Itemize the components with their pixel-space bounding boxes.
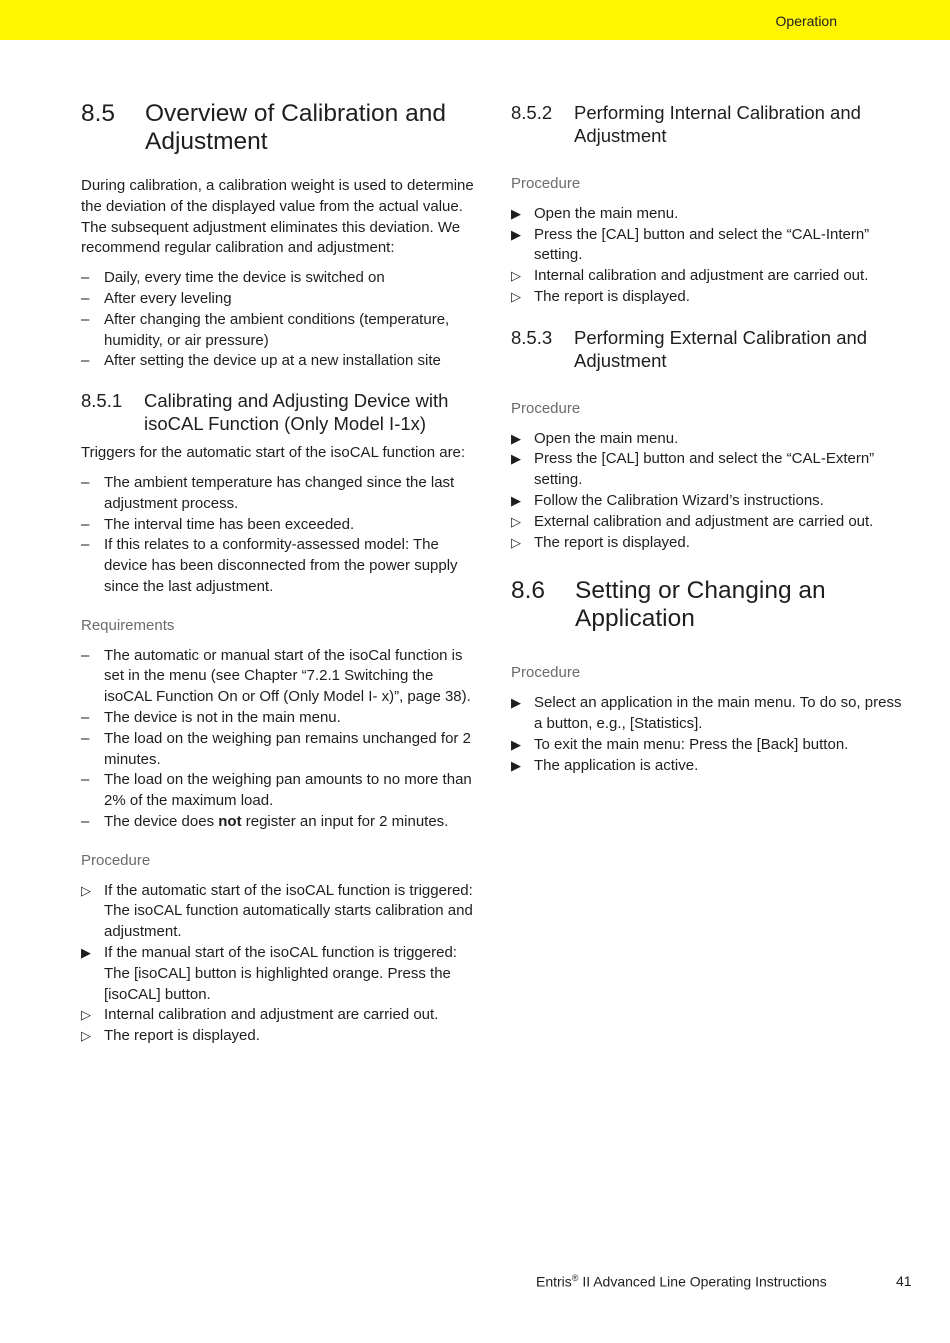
header-bar: [0, 0, 950, 40]
step-text: External calibration and adjustment are carried out.: [534, 512, 874, 530]
registered-mark: ®: [571, 1273, 579, 1283]
list-item: [81, 289, 483, 310]
procedure-step: [511, 533, 911, 554]
step-text: Press the [CAL] button and select the “CAL-Extern” setting.: [534, 450, 875, 489]
list-item-text: The ambient temperature has changed since the last adjustment process.: [104, 473, 455, 512]
list-item-text: After every leveling: [104, 289, 232, 307]
list-item: [81, 729, 483, 771]
list-item: [81, 515, 483, 536]
step-text: Select an application in the main menu. To do so, press a button, e.g., [Statistics].: [534, 694, 902, 732]
list-item-text: The interval time has been exceeded.: [104, 515, 355, 533]
step-text: Internal calibration and adjustment are carried out.: [104, 1006, 439, 1024]
heading-8-5-2: [511, 101, 911, 147]
application-procedure: [511, 693, 911, 776]
list-item-text: Daily, every time the device is switched on: [104, 269, 385, 287]
procedure-step: [511, 756, 911, 777]
heading-title: Performing External Calibration and Adjustment: [574, 326, 868, 371]
procedure-step: [511, 204, 911, 225]
procedure-label: Procedure: [511, 399, 581, 417]
result-marker-icon: ▷: [81, 1007, 91, 1023]
heading-number: 8.5.3: [511, 326, 553, 348]
emphasis-text: not: [218, 812, 242, 830]
list-item-text: After setting the device up at a new installation site: [104, 352, 441, 370]
document-title-text: II Advanced Line Operating Instructions: [578, 1273, 827, 1290]
right-column: [511, 101, 911, 776]
isocal-triggers-list: [81, 473, 483, 598]
step-text: Internal calibration and adjustment are carried out.: [534, 267, 869, 285]
procedure-step: [511, 693, 911, 735]
isocal-triggers-intro: Triggers for the automatic start of the isoCAL function are:: [81, 444, 466, 462]
action-marker-icon: ▶: [511, 451, 521, 467]
procedure-step: [511, 512, 911, 533]
procedure-step: [81, 1026, 483, 1047]
dash-marker: –: [81, 646, 90, 664]
procedure-step: [511, 429, 911, 450]
heading-number: 8.6: [511, 577, 546, 605]
left-column: [81, 100, 483, 1047]
dash-marker: –: [81, 515, 90, 533]
result-marker-icon: ▷: [81, 1028, 91, 1044]
dash-marker: –: [81, 812, 90, 830]
list-item: [81, 812, 483, 833]
step-text: To exit the main menu: Press the [Back] button.: [534, 735, 849, 753]
list-item: [81, 310, 483, 352]
procedure-label: Procedure: [511, 664, 581, 682]
internal-calibration-procedure: [511, 204, 911, 308]
dash-marker: –: [81, 289, 90, 307]
text-run: The device does: [104, 812, 219, 830]
action-marker-icon: ▶: [511, 695, 521, 711]
heading-title: Overview of Calibration and Adjustment: [145, 100, 446, 155]
document-title: [536, 1273, 827, 1290]
heading-8-6: [511, 577, 911, 633]
section-label: Operation: [775, 13, 837, 29]
step-text: Follow the Calibration Wizard’s instructions.: [534, 491, 824, 509]
dash-marker: –: [81, 771, 90, 789]
requirements-label: Requirements: [81, 616, 175, 634]
page-number: 41: [896, 1273, 912, 1289]
step-text: The report is displayed.: [534, 533, 690, 551]
procedure-step: [511, 735, 911, 756]
list-item: [81, 535, 483, 597]
action-marker-icon: ▶: [511, 757, 521, 773]
result-marker-icon: ▷: [511, 513, 521, 529]
procedure-step: [511, 287, 911, 308]
procedure-step: [81, 1005, 483, 1026]
heading-title: Calibrating and Adjusting Device with isoCAL Function (Only Model I-1x): [144, 390, 449, 435]
action-marker-icon: ▶: [81, 944, 91, 960]
list-item-text: The device is not in the main menu.: [104, 708, 341, 726]
list-item-text: The load on the weighing pan remains unchanged for 2 minutes.: [104, 729, 471, 768]
list-item: [81, 473, 483, 515]
heading-title: Setting or Changing an Application: [575, 577, 826, 633]
list-item-text: If this relates to a conformity-assessed model: The device has been disconnected from the power supply since the last adjustment.: [104, 536, 458, 595]
step-text: The report is displayed.: [104, 1027, 260, 1045]
list-item: [81, 708, 483, 729]
list-item: [81, 770, 483, 812]
result-marker-icon: ▷: [511, 534, 521, 550]
dash-marker: –: [81, 352, 90, 370]
step-text: The application is active.: [534, 756, 699, 774]
calibration-intro: During calibration, a calibration weight is used to determine the deviation of the displayed value from the actual value. The subsequent adjustment eliminates this deviation. We recommend regular calibration and adjustment:: [81, 177, 474, 257]
procedure-step: [81, 943, 483, 1005]
text-run: register an input for 2 minutes.: [241, 812, 449, 830]
dash-marker: –: [81, 269, 90, 287]
dash-marker: –: [81, 310, 90, 328]
heading-number: 8.5.1: [81, 390, 123, 412]
heading-number: 8.5: [81, 100, 116, 127]
procedure-step: [511, 491, 911, 512]
list-item-text: The load on the weighing pan amounts to no more than 2% of the maximum load.: [104, 771, 472, 810]
list-item: [81, 351, 483, 372]
result-marker-icon: ▷: [511, 288, 521, 304]
heading-8-5: [81, 100, 483, 156]
dash-marker: –: [81, 473, 90, 491]
list-item-text: The automatic or manual start of the isoCal function is set in the menu (see Chapter “7.2.1 Switching the isoCAL Function On or Off (Only Model I- x)”, page 38).: [104, 646, 471, 706]
action-marker-icon: ▶: [511, 492, 521, 508]
requirements-list: [81, 646, 483, 833]
heading-8-5-3: [511, 326, 911, 372]
procedure-step: [81, 881, 483, 943]
step-text: Press the [CAL] button and select the “CAL-Intern” setting.: [534, 225, 870, 264]
heading-title: Performing Internal Calibration and Adjustment: [574, 102, 861, 146]
dash-marker: –: [81, 536, 90, 554]
procedure-step: [511, 266, 911, 287]
action-marker-icon: ▶: [511, 226, 521, 242]
dash-marker: –: [81, 708, 90, 726]
action-marker-icon: ▶: [511, 736, 521, 752]
list-item: [81, 268, 483, 289]
procedure-label: Procedure: [81, 851, 151, 869]
brand-name: Entris: [536, 1273, 572, 1290]
procedure-label: Procedure: [511, 175, 581, 192]
step-text: Open the main menu.: [534, 429, 679, 447]
calibration-occasions-list: [81, 268, 483, 372]
external-calibration-procedure: [511, 429, 911, 554]
procedure-step: [511, 449, 911, 491]
step-text: If the automatic start of the isoCAL function is triggered: The isoCAL function automatically starts calibration and adjustment.: [104, 881, 473, 941]
action-marker-icon: ▶: [511, 430, 521, 446]
result-marker-icon: ▷: [81, 882, 91, 898]
isocal-procedure-list: [81, 881, 483, 1047]
heading-number: 8.5.2: [511, 102, 553, 123]
step-text: Open the main menu.: [534, 204, 679, 222]
list-item-text: After changing the ambient conditions (temperature, humidity, or air pressure): [104, 310, 450, 349]
result-marker-icon: ▷: [511, 268, 521, 284]
dash-marker: –: [81, 729, 90, 747]
list-item-text: [104, 813, 448, 830]
procedure-step: [511, 225, 911, 267]
step-text: The report is displayed.: [534, 287, 690, 305]
action-marker-icon: ▶: [511, 205, 521, 221]
list-item: [81, 646, 483, 708]
heading-8-5-1: [81, 389, 483, 435]
step-text: If the manual start of the isoCAL function is triggered: The [isoCAL] button is highlighted orange. Press the [isoCAL] button.: [104, 943, 457, 1003]
